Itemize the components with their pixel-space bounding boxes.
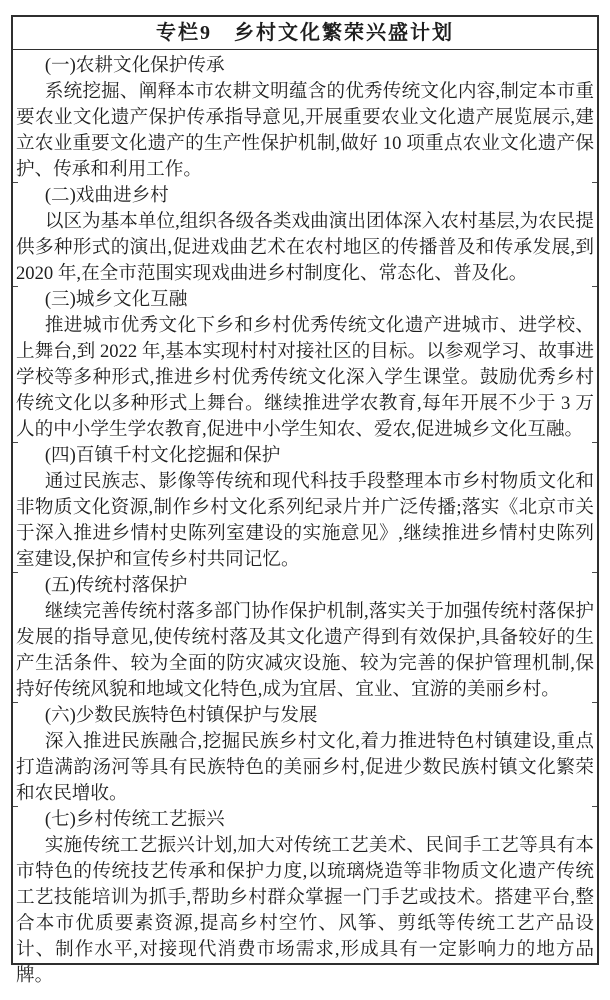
- section-opera-to-villages: [16, 183, 594, 287]
- section-traditional-villages: [16, 573, 594, 703]
- section-paragraph: 深入推进民族融合,挖掘民族乡村文化,着力推进特色村镇建设,重点打造满韵汤河等具有民族特色的美丽乡村,促进少数民族村镇文化繁荣和农民增收。: [16, 731, 594, 804]
- section-paragraph: 以区为基本单位,组织各级各类戏曲演出团体深入农村基层,为农民提供多种形式的演出,促进戏曲艺术在农村地区的传播普及和传承发展,到 2020 年,在全市范围实现戏曲进乡村制度化、常态化、普及化。: [16, 211, 594, 284]
- section-heading: (七)乡村传统工艺振兴: [44, 809, 225, 830]
- section-paragraph: 继续完善传统村落多部门协作保护机制,落实关于加强传统村落保护发展的指导意见,使传统村落及其文化遗产得到有效保护,具备较好的生产生活条件、较为全面的防灾减灾设施、较为完善的保护管理机制,保持好传统风貌和地域文化特色,成为宜居、宜业、宜游的美丽乡村。: [16, 601, 594, 700]
- section-heading: (四)百镇千村文化挖掘和保护: [44, 445, 281, 466]
- section-paragraph: 系统挖掘、阐释本市农耕文明蕴含的优秀传统文化内容,制定本市重要农业文化遗产保护传承指导意见,开展重要农业文化遗产展览展示,建立农业重要文化遗产的生产性保护机制,做好 10 项重点农业文化遗产保护、传承和利用工作。: [16, 81, 594, 180]
- section-heading: (三)城乡文化互融: [44, 289, 188, 310]
- column-title: 专栏9 乡村文化繁荣兴盛计划: [13, 17, 597, 50]
- section-paragraph: 推进城市优秀文化下乡和乡村优秀传统文化遗产进城市、进学校、上舞台,到 2022 年,基本实现村村对接社区的目标。以参观学习、故事进学校等多种形式,推进乡村优秀传统文化深入学生课堂。鼓励优秀乡村传统文化以多种形式上舞台。继续推进学农教育,每年开展不少于 3 万人的中小学生学农教育,促进中小学生知农、爱农,促进城乡文化互融。: [16, 315, 594, 440]
- column-body: [13, 50, 597, 989]
- section-ethnic-minority-villages: [16, 703, 594, 807]
- column-9-box: [11, 15, 599, 986]
- section-urban-rural-culture: [16, 287, 594, 443]
- section-traditional-crafts: [16, 807, 594, 989]
- section-paragraph: 实施传统工艺振兴计划,加大对传统工艺美术、民间手工艺等具有本市特色的传统技艺传承和保护力度,以琉璃烧造等非物质文化遗产传统工艺技能培训为抓手,帮助乡村群众掌握一门手艺或技术。搭建平台,整合本市优质要素资源,提高乡村空竹、风筝、剪纸等传统工艺产品设计、制作水平,对接现代消费市场需求,形成具有一定影响力的地方品牌。: [16, 835, 594, 986]
- section-paragraph: 通过民族志、影像等传统和现代科技手段整理本市乡村物质文化和非物质文化资源,制作乡村文化系列纪录片并广泛传播;落实《北京市关于深入推进乡情村史陈列室建设的实施意见》,继续推进乡情村史陈列室建设,保护和宣传乡村共同记忆。: [16, 471, 594, 570]
- section-heading: (六)少数民族特色村镇保护与发展: [44, 705, 318, 726]
- section-heading: (五)传统村落保护: [44, 575, 188, 596]
- section-farming-culture: [16, 53, 594, 183]
- section-heading: (一)农耕文化保护传承: [44, 55, 225, 76]
- section-town-village-culture: [16, 443, 594, 573]
- section-heading: (二)戏曲进乡村: [44, 185, 169, 206]
